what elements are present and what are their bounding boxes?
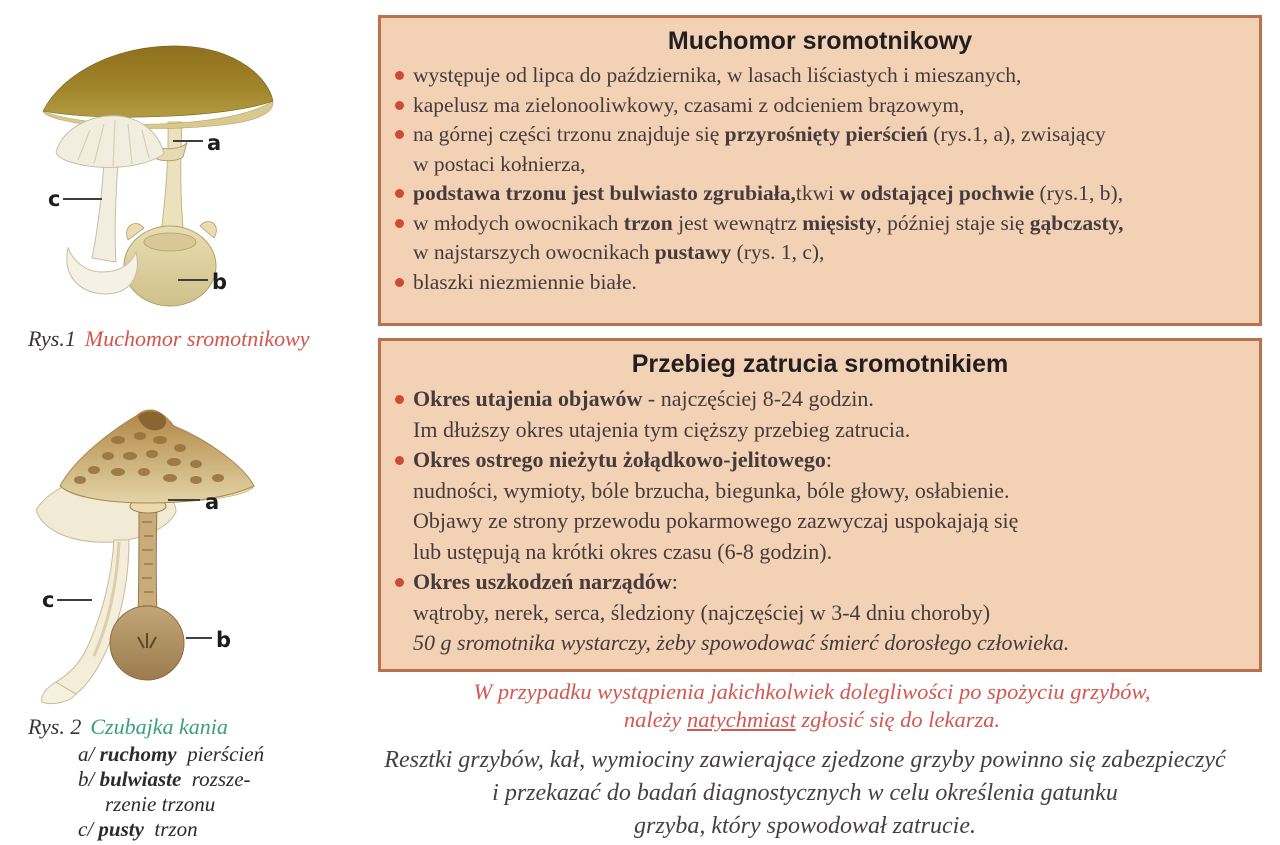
cap <box>43 46 273 117</box>
text-line: rzenie trzonu <box>105 792 216 816</box>
small-mushroom-cap <box>56 116 164 168</box>
figure-2-caption-line <box>28 714 264 740</box>
text-line: w najstarszych owocnikach pustawy (rys. 1, c), <box>413 240 825 264</box>
bullet-line: na górnej części trzonu znajduje się przyrośnięty pierścień (rys.1, a), zwisający <box>395 120 1251 150</box>
label-a: a <box>207 131 222 155</box>
figure-1-caption <box>28 326 310 352</box>
bullet-line: Okres ostrego nieżytu żołądkowo-jelitowego: <box>395 445 1251 476</box>
muchomor-illustration-svg <box>18 14 350 316</box>
bullet-dot <box>395 219 404 228</box>
info-box-poisoning <box>378 338 1262 672</box>
bullet-dot <box>395 130 404 139</box>
text-line: grzyba, który spowodował zatrucie. <box>634 813 976 839</box>
bullet-line: Okres uszkodzeń narządów: <box>395 567 1251 598</box>
figure-1-muchomor-illustration <box>18 14 350 316</box>
label-b: b <box>216 628 232 652</box>
figure-1-caption-number: Rys.1 <box>28 326 76 351</box>
text-line: Resztki grzybów, kał, wymiociny zawierające zjedzone grzyby powinno się zabezpieczyć <box>384 747 1226 773</box>
volva-opening <box>144 233 196 251</box>
bullet-line: występuje od lipca do października, w lasach liściastych i mieszanych, <box>395 61 1251 91</box>
bullet-line: w młodych owocnikach trzon jest wewnątrz mięsisty, później staje się gąbczasty, <box>395 209 1251 239</box>
bullet-dot <box>395 71 404 80</box>
label-b: b <box>212 270 228 294</box>
info-box-poisoning-bullet-list <box>381 384 1259 659</box>
text-line: w postaci kołnierza, <box>413 151 586 176</box>
text-line: W przypadku wystąpienia jakichkolwiek dolegliwości po spożyciu grzybów, <box>473 679 1151 704</box>
bullet-line: blaszki niezmiennie białe. <box>395 268 1251 298</box>
text-line: c/ pusty trzon <box>78 817 198 841</box>
text-line: nudności, wymioty, bóle brzucha, biegunka, bóle głowy, osłabienie. <box>413 477 1010 503</box>
text-line: lub ustępują na krótki okres czasu (6-8 godzin). <box>413 538 833 564</box>
bullet-line: podstawa trzonu jest bulwiasto zgrubiała,tkwi w odstającej pochwie (rys.1, b), <box>395 179 1251 209</box>
label-c: c <box>48 187 61 211</box>
label-c: c <box>42 588 55 612</box>
bullet-dot <box>395 578 404 587</box>
figure-2-caption <box>28 714 264 842</box>
instruction-text <box>340 744 1270 843</box>
small-mushroom-stem <box>92 160 118 262</box>
text-line: a/ ruchomy pierścień <box>78 742 265 766</box>
bullet-line: Okres utajenia objawów - najczęściej 8-24 godzin. <box>395 384 1251 415</box>
text-line: należy natychmiast zgłosić się do lekarza. <box>623 707 1001 732</box>
text-line: Im dłuższy okres utajenia tym cięższy przebieg zatrucia. <box>413 416 911 442</box>
figure-2-legend <box>78 742 264 842</box>
info-box-muchomor-title: Muchomor sromotnikowy <box>667 27 973 55</box>
bullet-dot <box>395 189 404 198</box>
bullet-dot <box>395 395 404 404</box>
bullet-line: kapelusz ma zielonooliwkowy, czasami z odcieniem brązowym, <box>395 91 1251 121</box>
czubajka-illustration-svg <box>18 400 350 714</box>
figure-1-caption-name: Muchomor sromotnikowy <box>84 326 310 351</box>
figure-2-czubajka-illustration <box>18 400 350 714</box>
bullet-dot <box>395 278 404 287</box>
bullet-dot <box>395 101 404 110</box>
label-a: a <box>205 490 220 514</box>
info-box-muchomor-bullet-list <box>381 61 1259 297</box>
figure-2-caption-number: Rys. 2 <box>28 714 82 739</box>
stem <box>138 502 157 615</box>
volva-lip-right <box>200 222 216 238</box>
text-line: i przekazać do badań diagnostycznych w celu określenia gatunku <box>492 780 1118 806</box>
info-box-muchomor <box>378 15 1262 326</box>
figure-2-caption-name: Czubajka kania <box>90 714 228 739</box>
text-line: wątroby, nerek, serca, śledziony (najczęściej w 3-4 dniu choroby) <box>413 599 991 625</box>
info-box-poisoning-title: Przebieg zatrucia sromotnikiem <box>631 350 1009 378</box>
text-line: 50 g sromotnika wystarczy, żeby spowodować śmierć dorosłego człowieka. <box>413 630 1070 655</box>
text-line: Objawy ze strony przewodu pokarmowego zazwyczaj uspokajają się <box>413 508 1019 533</box>
warning-text <box>362 678 1262 734</box>
bullet-dot <box>395 456 404 465</box>
text-line: b/ bulwiaste rozsze- <box>78 767 251 791</box>
